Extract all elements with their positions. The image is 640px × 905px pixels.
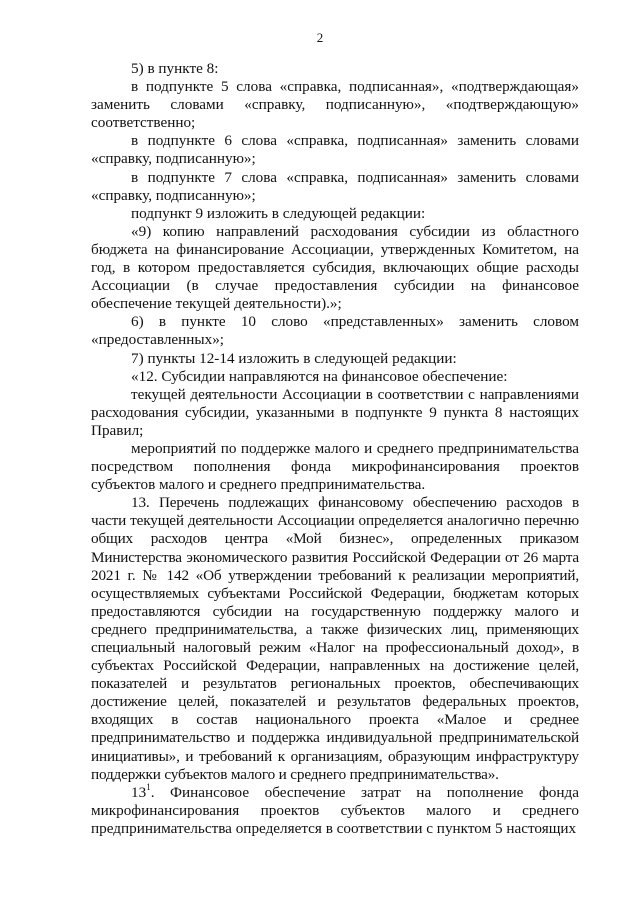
paragraph-point-12-support-measures: мероприятий по поддержке малого и среднего предпринимательства посредством пополнения фонда микрофинансирования проектов субъектов малого и среднего предпринимательства. [91,439,579,494]
paragraph-point-13-1 [91,781,579,838]
point-number: 13 [131,783,147,801]
paragraph-subitem-5: в подпункте 5 слова «справка, подписанная», «подтверждающая» заменить словами «справку, подписанную», «подтверждающую» соответственно; [91,78,579,132]
paragraph-point-13: 13. Перечень подлежащих финансовому обеспечению расходов в части текущей деятельности Ассоциации определяется аналогично перечню общих расходов центра «Мой бизнес», определенных приказом Министерства экономического развития Российской Федерации от 26 марта 2021 г. № 142 «Об утверждении требований к реализации мероприятий, осуществляемых субъектами Российской Федерации, бюджетам которых предоставляются субсидии на государственную поддержку малого и среднего предпринимательства, а также физических лиц, применяющих специальный налоговый режим «Налог на профессиональный доход», в субъектах Российской Федерации, направленных на достижение целей, показателей и результатов региональных проектов, обеспечивающих достижение целей, показателей и результатов федеральных проектов, входящих в состав национального проекта «Малое и среднее предпринимательство и поддержка индивидуальной предпринимательской инициативы», и требований к организациям, образующим инфраструктуру поддержки субъектов малого и среднего предпринимательства». [91,494,579,783]
paragraph-subitem-9-text: «9) копию направлений расходования субсидии из областного бюджета на финансирование Ассоциации, утвержденных Комитетом, на год, в котором предоставляется субсидия, включающих общие расходы Ассоциации (в случае предоставления субсидии на финансовое обеспечение текущей деятельности).»; [91,222,579,313]
paragraph-item-5: 5) в пункте 8: [131,60,219,77]
paragraph-point-12: «12. Субсидии направляются на финансовое обеспечение: [131,367,508,385]
paragraph-point-12-current-activity: текущей деятельности Ассоциации в соответствии с направлениями расходования субсидии, указанными в подпункте 9 пункта 8 настоящих Правил; [91,385,579,439]
point-text: . Финансовое обеспечение затрат на пополнение фонда микрофинансирования проектов субъектов малого и среднего предпринимательства определяется в соответствии с пунктом 5 настоящих [91,783,579,837]
paragraph-item-6: 6) в пункте 10 слово «представленных» заменить словом «предоставленных»; [91,313,579,349]
paragraph-subitem-6: в подпункте 6 слова «справка, подписанная» заменить словами «справку, подписанную»; [91,132,579,168]
document-body [91,60,579,838]
paragraph-subitem-7: в подпункте 7 слова «справка, подписанная» заменить словами «справку, подписанную»; [91,168,579,204]
point-superscript: 1 [146,781,151,792]
paragraph-subitem-9-intro: подпункт 9 изложить в следующей редакции: [131,204,426,222]
page-number: 2 [316,30,324,45]
paragraph-item-7: 7) пункты 12-14 изложить в следующей редакции: [131,349,457,367]
